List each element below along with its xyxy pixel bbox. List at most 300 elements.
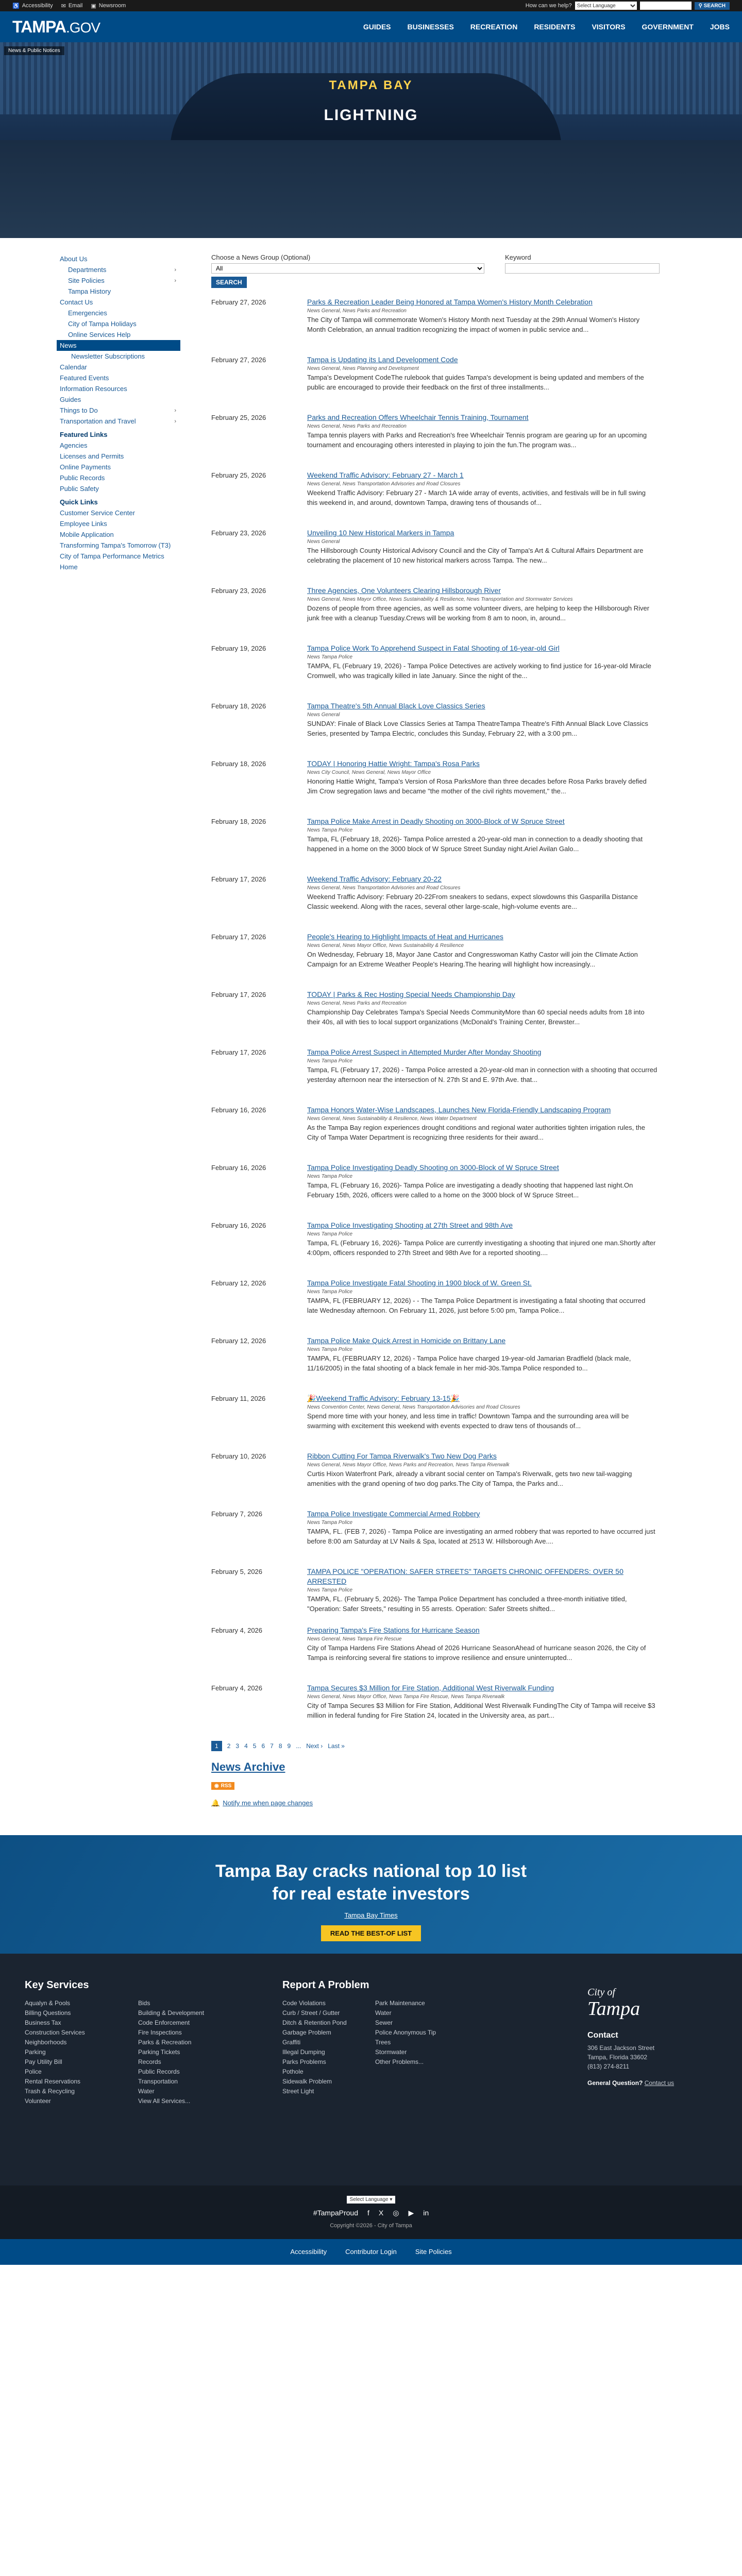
report-problem-link[interactable]: Graffiti <box>282 2038 301 2046</box>
nav-visitors[interactable]: VISITORS <box>592 23 626 31</box>
quick-link[interactable]: Home <box>60 563 78 571</box>
news-body <box>307 1567 657 1614</box>
key-service-link[interactable]: View All Services... <box>138 2097 191 2105</box>
news-title-link[interactable]: Tampa Police Investigating Deadly Shooting on 3000-Block of W Spruce Street <box>307 1163 559 1172</box>
nav-businesses[interactable]: BUSINESSES <box>407 23 454 31</box>
instagram-icon[interactable]: ◎ <box>393 2208 399 2217</box>
news-categories: News General <box>307 711 340 718</box>
news-categories: News Tampa Police <box>307 654 353 660</box>
news-body <box>307 528 657 574</box>
quick-link[interactable]: Transforming Tampa's Tomorrow (T3) <box>60 541 171 549</box>
hero-banner <box>0 42 742 238</box>
news-summary: SUNDAY: Finale of Black Love Classics Series at Tampa TheatreTampa Theatre's Fifth Annual Black Love Classics Series, presented by Tampa Electric, concludes this Sunday, February 22, with a 3:00 pm... <box>307 719 648 738</box>
rss-label: RSS <box>221 1783 232 1789</box>
sidebar-item-label: Departments <box>68 266 107 274</box>
report-problem-title: Report A Problem <box>282 1979 369 1991</box>
address-line2: Tampa, Florida 33602 <box>587 2053 648 2061</box>
key-service-link[interactable]: Building & Development <box>138 2009 205 2016</box>
page-link[interactable]: 7 <box>270 1742 274 1750</box>
key-service-link[interactable]: Business Tax <box>25 2019 61 2026</box>
sidebar-item[interactable] <box>57 340 180 351</box>
news-body <box>307 470 657 517</box>
feed-row <box>211 1782 701 1790</box>
last-page-link[interactable]: Last » <box>328 1742 345 1750</box>
news-title-link[interactable]: Preparing Tampa's Fire Stations for Hurricane Season <box>307 1625 480 1634</box>
report-problem-link[interactable]: Police Anonymous Tip <box>375 2028 436 2036</box>
sidebar-item-label: Tampa History <box>68 287 111 295</box>
news-categories: News General, News Mayor Office, News Sustainability & Resilience, News Transportation and Stormwater Services <box>307 596 573 602</box>
news-item <box>211 1625 701 1672</box>
nav-recreation[interactable]: RECREATION <box>470 23 518 31</box>
report-problem-link[interactable]: Code Violations <box>282 1999 326 2007</box>
legal-bar <box>0 2239 742 2265</box>
util-search-area <box>526 2 730 10</box>
news-main <box>211 253 701 1825</box>
news-item <box>211 586 701 632</box>
key-service-link[interactable]: Public Records <box>138 2067 180 2075</box>
key-services-title: Key Services <box>25 1979 89 1991</box>
page-link[interactable]: ... <box>296 1742 301 1750</box>
key-service-link[interactable]: Bids <box>138 1999 150 2007</box>
news-summary: TAMPA, FL (FEBRUARY 12, 2026) - - The Tampa Police Department is investigating a fatal shooting that occurred late Wednesday afternoon. On February 11, 2026, just before 5:00 pm, Tampa Police... <box>307 1296 646 1315</box>
sidebar-item[interactable] <box>57 416 180 427</box>
news-item <box>211 413 701 459</box>
featured-link[interactable]: Public Safety <box>60 485 99 493</box>
news-item <box>211 1105 701 1151</box>
news-summary: Championship Day Celebrates Tampa's Special Needs CommunityMore than 60 special needs adults from 18 into their 40s, all with ties to local support organizations (McDonald's Training Center, Brewster... <box>307 1008 645 1026</box>
news-body <box>307 1336 657 1382</box>
news-categories: News Tampa Police <box>307 1519 353 1526</box>
x-icon[interactable]: X <box>378 2209 384 2217</box>
report-problem-link[interactable]: Park Maintenance <box>375 1999 425 2007</box>
news-body <box>307 932 657 978</box>
translate-widget[interactable]: Select Language ▾ <box>347 2196 396 2204</box>
news-title-link[interactable]: Three Agencies, One Volunteers Clearing Hillsborough River <box>307 586 501 595</box>
news-summary: On Wednesday, February 18, Mayor Jane Castor and Congresswoman Kathy Castor will join the Climate Action Campaign for an Extreme Weather People's Hearing.The hearing will highlight how increasingly... <box>307 950 638 969</box>
news-summary: Tampa, FL (February 16, 2026)- Tampa Police are investigating a deadly shooting that happened last night.On February 15th, 2026, officers were called to a home on the 3000 block of W Spruce Street... <box>307 1181 633 1199</box>
news-date: February 25, 2026 <box>211 414 266 421</box>
promo-banner <box>0 1835 742 1954</box>
report-problem-link[interactable]: Ditch & Retention Pond <box>282 2019 347 2026</box>
sidebar-item[interactable] <box>57 362 180 372</box>
news-item <box>211 1336 701 1382</box>
youtube-icon[interactable]: ▶ <box>408 2208 414 2217</box>
page-numbers <box>211 1741 301 1751</box>
news-date: February 12, 2026 <box>211 1337 266 1345</box>
news-date: February 17, 2026 <box>211 875 266 883</box>
contact-title: Contact <box>587 2030 618 2040</box>
nav-jobs[interactable]: JOBS <box>710 23 730 31</box>
key-service-link[interactable]: Parking Tickets <box>138 2048 180 2056</box>
hero-sign-top: TAMPA BAY <box>329 78 413 92</box>
report-problem-link[interactable]: Sewer <box>375 2019 393 2026</box>
news-title-link[interactable]: TAMPA POLICE "OPERATION: SAFER STREETS" TARGETS CHRONIC OFFENDERS: OVER 50 ARRESTED <box>307 1567 623 1585</box>
key-service-link[interactable]: Neighborhoods <box>25 2038 67 2046</box>
news-categories: News Convention Center, News General, News Transportation Advisories and Road Closures <box>307 1404 520 1410</box>
news-title-link[interactable]: Tampa Police Make Quick Arrest in Homicide on Brittany Lane <box>307 1336 506 1345</box>
hero-sign-bottom: LIGHTNING <box>324 107 418 124</box>
page-link[interactable]: 5 <box>252 1742 257 1750</box>
nav-guides[interactable]: GUIDES <box>363 23 391 31</box>
util-label: Newsroom <box>98 3 126 9</box>
promo-source-link[interactable]: Tampa Bay Times <box>344 1911 398 1920</box>
news-date: February 16, 2026 <box>211 1106 266 1114</box>
util-search-button[interactable]: ⚲ SEARCH <box>695 2 730 10</box>
util-search-input[interactable] <box>640 2 692 10</box>
legal-contributor-login[interactable]: Contributor Login <box>345 2248 397 2256</box>
news-summary: City of Tampa Hardens Fire Stations Ahead of 2026 Hurricane SeasonAhead of hurricane season 2026, the City of Tampa is reinforcing several fire stations to improve resilience and ensure uninterrupted... <box>307 1643 646 1662</box>
news-date: February 7, 2026 <box>211 1510 263 1518</box>
key-service-link[interactable]: Transportation <box>138 2077 178 2085</box>
featured-link[interactable]: Online Payments <box>60 463 111 471</box>
news-summary: TAMPA, FL. (February 5, 2026)- The Tampa Police Department has concluded a three-month initiative titled, "Operation: Safer Streets," resulting in 55 arrests. Operation: Safer Streets shifted... <box>307 1595 627 1613</box>
notify-label: Notify me when page changes <box>223 1799 313 1807</box>
news-body <box>307 1683 657 1730</box>
contact-us-link[interactable]: Contact us <box>644 2079 674 2087</box>
group-filter <box>211 253 484 274</box>
news-summary: Tampa, FL (February 18, 2026)- Tampa Police arrested a 20-year-old man in connection to a deadly shooting that happened in a home on the 3000 block of W Spruce Street Sunday night.Ariel Avilan Galo... <box>307 835 643 853</box>
news-item <box>211 297 701 344</box>
news-categories: News Tampa Police <box>307 1587 353 1593</box>
news-title-link[interactable]: Tampa Police Make Arrest in Deadly Shooting on 3000-Block of W Spruce Street <box>307 817 565 825</box>
sidebar-item[interactable] <box>57 318 180 329</box>
news-summary: The Hillsborough County Historical Advisory Council and the City of Tampa's Art & Cultural Affairs Department are celebrating the placement of 10 new historical markers across Tampa. The new... <box>307 546 644 565</box>
key-service-link[interactable]: Volunteer <box>25 2097 51 2105</box>
news-summary: Dozens of people from three agencies, as well as some volunteer divers, are helping to keep the Hillsborough River junk free with a cleanup Tuesday.Crews will be working from 8 am to noon, in, around... <box>307 604 650 622</box>
rss-icon: ◉ <box>214 1783 219 1789</box>
report-problem-link[interactable]: Other Problems... <box>375 2058 424 2065</box>
news-summary: Curtis Hixon Waterfront Park, already a vibrant social center on Tampa's Riverwalk, gets two new tail-wagging amenities with the grand opening of two dog parks.The City of Tampa, the Parks and... <box>307 1469 632 1488</box>
report-problem-link[interactable]: Pothole <box>282 2067 303 2075</box>
news-body <box>307 1221 657 1267</box>
sidebar-item[interactable] <box>57 351 180 362</box>
news-title-link[interactable]: Tampa Police Investigate Fatal Shooting in 1900 block of W. Green St. <box>307 1279 532 1287</box>
news-title-link[interactable]: TODAY | Honoring Hattie Wright: Tampa's Rosa Parks <box>307 759 480 768</box>
news-title-link[interactable]: Tampa Police Investigate Commercial Armed Robbery <box>307 1510 480 1518</box>
general-question-label: General Question? <box>587 2079 643 2087</box>
util-accessibility-link[interactable] <box>12 3 53 9</box>
news-title-link[interactable]: People's Hearing to Highlight Impacts of Heat and Hurricanes <box>307 933 503 941</box>
sidebar-item-label: News <box>60 342 77 349</box>
sidebar-item[interactable] <box>57 297 180 308</box>
sidebar-item-label: Calendar <box>60 363 87 371</box>
news-item <box>211 932 701 978</box>
social-links <box>0 2209 742 2217</box>
news-archive-link[interactable]: News Archive <box>211 1760 285 1773</box>
page-link[interactable]: 8 <box>278 1742 282 1750</box>
news-categories: News Tampa Police <box>307 1058 353 1064</box>
spacer <box>375 2078 468 2085</box>
key-service-link[interactable]: Parks & Recreation <box>138 2038 192 2046</box>
page-link[interactable]: 9 <box>287 1742 291 1750</box>
hero-plaza <box>0 140 742 238</box>
keyword-label: Keyword <box>505 253 531 261</box>
sidebar-item-label: Transportation and Travel <box>60 417 136 425</box>
news-title-link[interactable]: TODAY | Parks & Rec Hosting Special Needs Championship Day <box>307 990 515 998</box>
news-item <box>211 355 701 401</box>
quick-links <box>57 507 180 572</box>
featured-link[interactable]: Licenses and Permits <box>60 452 124 460</box>
content-area <box>0 238 742 1825</box>
key-services <box>25 1979 267 2185</box>
sidebar-item[interactable] <box>57 253 180 264</box>
news-item <box>211 817 701 863</box>
report-problem-link[interactable]: Stormwater <box>375 2048 407 2056</box>
chevron-right-icon: › <box>174 418 176 425</box>
news-categories: News Tampa Police <box>307 1173 353 1179</box>
news-body <box>307 355 657 401</box>
sidebar-item-label: Contact Us <box>60 298 93 306</box>
address-line1: 306 East Jackson Street <box>587 2044 655 2052</box>
sidebar-menu <box>57 253 180 427</box>
notify-link[interactable] <box>211 1799 701 1825</box>
spacer <box>375 2088 468 2095</box>
news-group-select[interactable] <box>211 263 484 274</box>
news-item <box>211 759 701 805</box>
news-date: February 25, 2026 <box>211 471 266 479</box>
sidebar-item[interactable] <box>57 405 180 416</box>
news-item <box>211 701 701 748</box>
rss-button[interactable] <box>211 1782 234 1790</box>
news-date: February 12, 2026 <box>211 1279 266 1287</box>
news-body <box>307 759 657 805</box>
news-body <box>307 701 657 748</box>
key-service-link[interactable]: Billing Questions <box>25 2009 71 2016</box>
news-date: February 17, 2026 <box>211 1048 266 1056</box>
linkedin-icon[interactable]: in <box>423 2209 429 2217</box>
news-categories: News General, News Parks and Recreation <box>307 1000 407 1006</box>
news-body <box>307 1047 657 1094</box>
sidebar-item-label: Newsletter Subscriptions <box>71 352 145 360</box>
seal-line1: City of <box>587 1986 615 1998</box>
breadcrumb[interactable]: News & Public Notices <box>4 46 64 55</box>
chevron-right-icon: › <box>174 407 176 414</box>
news-item <box>211 1278 701 1325</box>
news-title-link[interactable]: Weekend Traffic Advisory: February 27 - March 1 <box>307 471 464 479</box>
news-title-link[interactable]: Parks & Recreation Leader Being Honored at Tampa Women's History Month Celebration <box>307 298 593 306</box>
news-body <box>307 586 657 632</box>
news-title-link[interactable]: Unveiling 10 New Historical Markers in Tampa <box>307 529 454 537</box>
news-title-link[interactable]: Tampa Secures $3 Million for Fire Station, Additional West Riverwalk Funding <box>307 1683 554 1692</box>
util-email-link[interactable] <box>61 3 83 9</box>
news-date: February 27, 2026 <box>211 298 266 306</box>
news-summary: Weekend Traffic Advisory: February 27 - March 1A wide array of events, activities, and festivals will be in full swing this weekend in, and around, downtown Tampa, drawing tens of thousands of... <box>307 488 646 507</box>
key-service-link[interactable]: Rental Reservations <box>25 2077 81 2085</box>
news-categories: News General, News Sustainability & Resilience, News Water Department <box>307 1115 477 1122</box>
news-date: February 27, 2026 <box>211 356 266 364</box>
news-list <box>211 297 701 1730</box>
news-categories: News General, News Transportation Advisories and Road Closures <box>307 481 461 487</box>
page-link[interactable]: 3 <box>235 1742 240 1750</box>
news-summary: As the Tampa Bay region experiences drought conditions and regional water authorities tighten irrigation rules, the City of Tampa Water Department is recognizing three residents for their award... <box>307 1123 645 1142</box>
help-label: How can we help? <box>525 3 572 9</box>
util-label: Accessibility <box>22 3 53 9</box>
news-title-link[interactable]: 🎉Weekend Traffic Advisory: February 13-15🎉 <box>307 1394 460 1402</box>
news-categories: News General, News Tampa Fire Rescue <box>307 1636 402 1642</box>
tampa-proud-hashtag[interactable]: #TampaProud <box>313 2209 359 2217</box>
news-categories: News General, News Parks and Recreation <box>307 308 407 314</box>
keyword-filter <box>505 253 660 274</box>
news-body <box>307 1625 657 1672</box>
sidebar-item[interactable] <box>57 383 180 394</box>
news-body <box>307 1509 657 1555</box>
report-problem-link[interactable]: Curb / Street / Gutter <box>282 2009 340 2016</box>
sidebar-item[interactable] <box>57 275 180 286</box>
news-item <box>211 1047 701 1094</box>
keyword-input[interactable] <box>505 263 660 274</box>
news-body <box>307 990 657 1036</box>
key-service-link[interactable]: Trash & Recycling <box>25 2087 75 2095</box>
bottom-bar <box>0 2185 742 2239</box>
news-filters <box>211 253 701 274</box>
key-services-list <box>25 1999 267 2105</box>
spacer <box>375 2068 468 2075</box>
news-body <box>307 413 657 459</box>
key-service-link[interactable]: Aqualyn & Pools <box>25 1999 71 2007</box>
page-link[interactable]: 4 <box>244 1742 248 1750</box>
news-summary: Tampa's Development CodeThe rulebook that guides Tampa's development is being updated and members of the public are encouraged to provide their feedback on the first of three installments... <box>307 373 644 392</box>
featured-links <box>57 440 180 494</box>
next-page-link[interactable]: Next › <box>306 1742 323 1750</box>
main-header <box>0 11 742 42</box>
report-problem-link[interactable]: Street Light <box>282 2087 314 2095</box>
news-body <box>307 1163 657 1209</box>
news-summary: Tampa, FL (February 16, 2026)- Tampa Police are currently investigating a shooting that injured one man.Shortly after 4:00pm, officers responded to 27th Street and 98th Ave for a reported shooting.... <box>307 1239 656 1257</box>
news-categories: News Tampa Police <box>307 1231 353 1237</box>
key-service-link[interactable]: Fire Inspections <box>138 2028 182 2036</box>
featured-link[interactable]: Public Records <box>60 474 105 482</box>
news-date: February 11, 2026 <box>211 1395 266 1402</box>
quick-link[interactable]: Mobile Application <box>60 531 114 538</box>
news-body <box>307 874 657 921</box>
bell-icon: 🔔 <box>211 1799 220 1807</box>
news-body <box>307 643 657 690</box>
news-title-link[interactable]: Tampa Police Work To Apprehend Suspect in Fatal Shooting of 16-year-old Girl <box>307 644 560 652</box>
report-problem-link[interactable]: Garbage Problem <box>282 2028 331 2036</box>
promo-cta-button[interactable]: READ THE BEST-OF LIST <box>321 1925 421 1941</box>
sidebar-item-label: Site Policies <box>68 277 105 284</box>
news-title-link[interactable]: Weekend Traffic Advisory: February 20-22 <box>307 875 442 883</box>
pagination <box>211 1741 701 1751</box>
news-summary: TAMPA, FL. (FEB 7, 2026) - Tampa Police are investigating an armed robbery that was reported to have occurred just before 8:00 am Saturday at LV Nails & Spa, located at 2513 W. Hillsborough Ave.... <box>307 1527 655 1546</box>
key-service-link[interactable]: Pay Utility Bill <box>25 2058 62 2065</box>
sidebar-item[interactable] <box>57 329 180 340</box>
featured-link[interactable]: Agencies <box>60 442 88 449</box>
page-link[interactable]: 6 <box>261 1742 265 1750</box>
report-problem-link[interactable]: Parks Problems <box>282 2058 326 2065</box>
news-item <box>211 1163 701 1209</box>
util-newsroom-link[interactable] <box>91 3 126 9</box>
facebook-icon[interactable]: f <box>367 2209 369 2217</box>
featured-links-header: Featured Links <box>60 431 108 438</box>
key-service-link[interactable]: Code Enforcement <box>138 2019 190 2026</box>
key-service-link[interactable]: Construction Services <box>25 2028 85 2036</box>
news-date: February 4, 2026 <box>211 1626 263 1634</box>
phone[interactable]: (813) 274-8211 <box>587 2062 630 2070</box>
key-service-link[interactable]: Parking <box>25 2048 46 2056</box>
news-item <box>211 1394 701 1440</box>
legal-site-policies[interactable]: Site Policies <box>415 2248 452 2256</box>
news-categories: News Tampa Police <box>307 1289 353 1295</box>
news-date: February 16, 2026 <box>211 1222 266 1229</box>
page-link[interactable]: 2 <box>227 1742 231 1750</box>
news-categories: News City Council, News General, News Mayor Office <box>307 769 431 775</box>
report-problem <box>282 1979 468 2185</box>
news-categories: News General, News Mayor Office, News Parks and Recreation, News Tampa Riverwalk <box>307 1462 510 1468</box>
quick-link[interactable]: City of Tampa Performance Metrics <box>60 552 164 560</box>
news-date: February 18, 2026 <box>211 702 266 710</box>
news-item <box>211 1509 701 1555</box>
sidebar-item[interactable] <box>57 264 180 275</box>
news-summary: TAMPA, FL (February 19, 2026) - Tampa Police Detectives are actively working to find justice for 16-year-old Miracle Cromwell, who was tragically killed in late January. Since the night of the... <box>307 662 651 680</box>
report-problem-link[interactable]: Illegal Dumping <box>282 2048 325 2056</box>
news-categories: News General, News Transportation Advisories and Road Closures <box>307 885 461 891</box>
news-title-link[interactable]: Tampa Police Investigating Shooting at 27th Street and 98th Ave <box>307 1221 513 1229</box>
chevron-right-icon: › <box>174 266 176 273</box>
news-summary: Tampa, FL (February 17, 2026) - Tampa Police arrested a 20-year-old man in connection with a shooting that occurred yesterday afternoon near the intersection of N. 27th St and E. 97th Ave. that... <box>307 1065 657 1084</box>
news-title-link[interactable]: Tampa Honors Water-Wise Landscapes, Launches New Florida-Friendly Landscaping Program <box>307 1106 611 1114</box>
sidebar-item-label: Featured Events <box>60 374 109 382</box>
language-select[interactable] <box>575 2 637 10</box>
news-categories: News Tampa Police <box>307 827 353 833</box>
legal-accessibility[interactable]: Accessibility <box>290 2248 327 2256</box>
news-body <box>307 1394 657 1440</box>
tampa-gov-logo[interactable] <box>12 18 100 37</box>
news-search-button[interactable]: SEARCH <box>211 277 247 288</box>
report-problem-link[interactable]: Water <box>375 2009 392 2016</box>
news-date: February 23, 2026 <box>211 529 266 537</box>
sidebar-item-label: City of Tampa Holidays <box>68 320 137 328</box>
nav-residents[interactable]: RESIDENTS <box>534 23 576 31</box>
key-service-link[interactable]: Records <box>138 2058 161 2065</box>
news-summary: Weekend Traffic Advisory: February 20-22From sneakers to sedans, expect slowdowns this Gasparilla Distance Classic weekend. Along with the races, several other large-scale, high-volume events are... <box>307 892 638 911</box>
quick-link[interactable]: Employee Links <box>60 520 107 528</box>
sidebar-item[interactable] <box>57 372 180 383</box>
news-title-link[interactable]: Tampa is Updating its Land Development Code <box>307 355 458 364</box>
copyright: Copyright ©2026 - City of Tampa <box>330 2222 412 2229</box>
news-date: February 23, 2026 <box>211 587 266 595</box>
news-item <box>211 1221 701 1267</box>
news-date: February 4, 2026 <box>211 1684 263 1692</box>
quick-link[interactable]: Customer Service Center <box>60 509 135 517</box>
nav-government[interactable]: GOVERNMENT <box>642 23 694 31</box>
report-problem-link[interactable]: Trees <box>375 2038 391 2046</box>
chevron-right-icon: › <box>174 277 176 284</box>
news-summary: The City of Tampa will commemorate Women's History Month next Tuesday at the 29th Annual Women's History Month Celebration, an annual tradition recognizing the impact of women in public service and... <box>307 315 640 334</box>
news-title-link[interactable]: Tampa Police Arrest Suspect in Attempted Murder After Monday Shooting <box>307 1048 542 1056</box>
news-title-link[interactable]: Ribbon Cutting For Tampa Riverwalk's Two New Dog Parks <box>307 1452 497 1460</box>
sidebar-item-label: Things to Do <box>60 406 98 414</box>
report-problem-link[interactable]: Sidewalk Problem <box>282 2077 332 2085</box>
key-service-link[interactable]: Water <box>138 2087 155 2095</box>
news-body <box>307 1278 657 1325</box>
news-item <box>211 990 701 1036</box>
sidebar-item-label: Online Services Help <box>68 331 131 338</box>
page-link[interactable]: 1 <box>211 1741 222 1751</box>
sidebar-item-label: Emergencies <box>68 309 107 317</box>
sidebar-item[interactable] <box>57 286 180 297</box>
sidebar-item[interactable] <box>57 394 180 405</box>
news-item <box>211 874 701 921</box>
news-title-link[interactable]: Tampa Theatre's 5th Annual Black Love Classics Series <box>307 702 485 710</box>
sidebar-item-label: About Us <box>60 255 88 263</box>
report-problem-list <box>282 1999 468 2095</box>
sidebar-item[interactable] <box>57 308 180 318</box>
group-label: Choose a News Group (Optional) <box>211 253 311 261</box>
news-title-link[interactable]: Parks and Recreation Offers Wheelchair Tennis Training, Tournament <box>307 413 529 421</box>
key-service-link[interactable]: Police <box>25 2067 42 2075</box>
news-body <box>307 817 657 863</box>
